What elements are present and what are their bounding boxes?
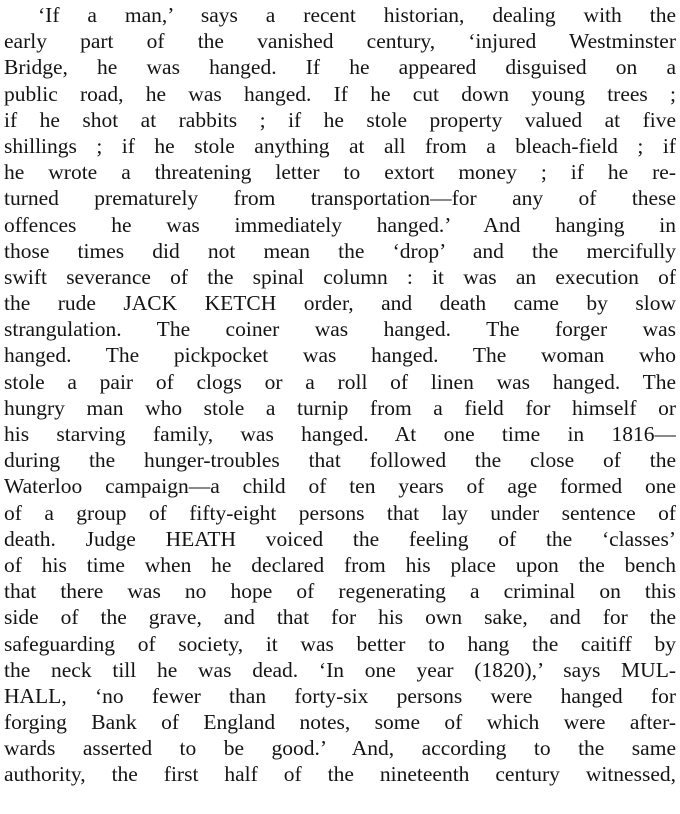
text-line: shillings ; if he stole anything at all from a bleach-field ; if — [4, 133, 676, 158]
text-line: during the hunger-troubles that followed the close of the — [4, 448, 676, 473]
text-line: he wrote a threatening letter to extort money ; if he re- — [4, 160, 676, 185]
text-line: the rude JACK KETCH order, and death came by slow — [4, 291, 676, 316]
text-line: of his time when he declared from his place upon the bench — [4, 552, 676, 577]
text-line: offences he was immediately hanged.’ And hanging in — [4, 212, 676, 237]
text-line: hanged. The pickpocket was hanged. The woman who — [4, 343, 676, 368]
text-line: HALL, ‘no fewer than forty-six persons were hanged for — [4, 683, 676, 708]
document-page — [4, 2, 676, 812]
text-line: wards asserted to be good.’ And, according to the same — [4, 736, 676, 761]
text-line: those times did not mean the ‘drop’ and the mercifully — [4, 238, 676, 263]
text-line: the neck till he was dead. ‘In one year (1820),’ says MUL- — [4, 657, 676, 682]
text-line: stole a pair of clogs or a roll of linen was hanged. The — [4, 369, 676, 394]
text-line: public road, he was hanged. If he cut down young trees ; — [4, 81, 676, 106]
text-line: forging Bank of England notes, some of which were after- — [4, 710, 676, 735]
body-paragraph — [4, 2, 676, 788]
text-line: if he shot at rabbits ; if he stole property valued at five — [4, 107, 676, 132]
text-line: strangulation. The coiner was hanged. The forger was — [4, 317, 676, 342]
text-line: his starving family, was hanged. At one time in 1816— — [4, 422, 676, 446]
text-line: turned prematurely from transportation—for any of these — [4, 186, 676, 211]
text-line: swift severance of the spinal column : it was an execution of — [4, 264, 676, 289]
text-line: hungry man who stole a turnip from a field for himself or — [4, 395, 676, 420]
text-line: Bridge, he was hanged. If he appeared disguised on a — [4, 55, 676, 80]
text-line: early part of the vanished century, ‘injured Westminster — [4, 29, 676, 54]
text-line: ‘If a man,’ says a recent historian, dealing with the — [38, 3, 676, 27]
text-line: side of the grave, and that for his own sake, and for the — [4, 605, 676, 630]
text-line: death. Judge HEATH voiced the feeling of the ‘classes’ — [4, 526, 676, 551]
text-line: Waterloo campaign—a child of ten years of age formed one — [4, 474, 676, 499]
text-line: of a group of fifty-eight persons that lay under sentence of — [4, 500, 676, 525]
text-line: safeguarding of society, it was better to hang the caitiff by — [4, 631, 676, 656]
text-line: authority, the first half of the nineteenth century witnessed, — [4, 762, 676, 787]
text-line: that there was no hope of regenerating a criminal on this — [4, 579, 676, 604]
